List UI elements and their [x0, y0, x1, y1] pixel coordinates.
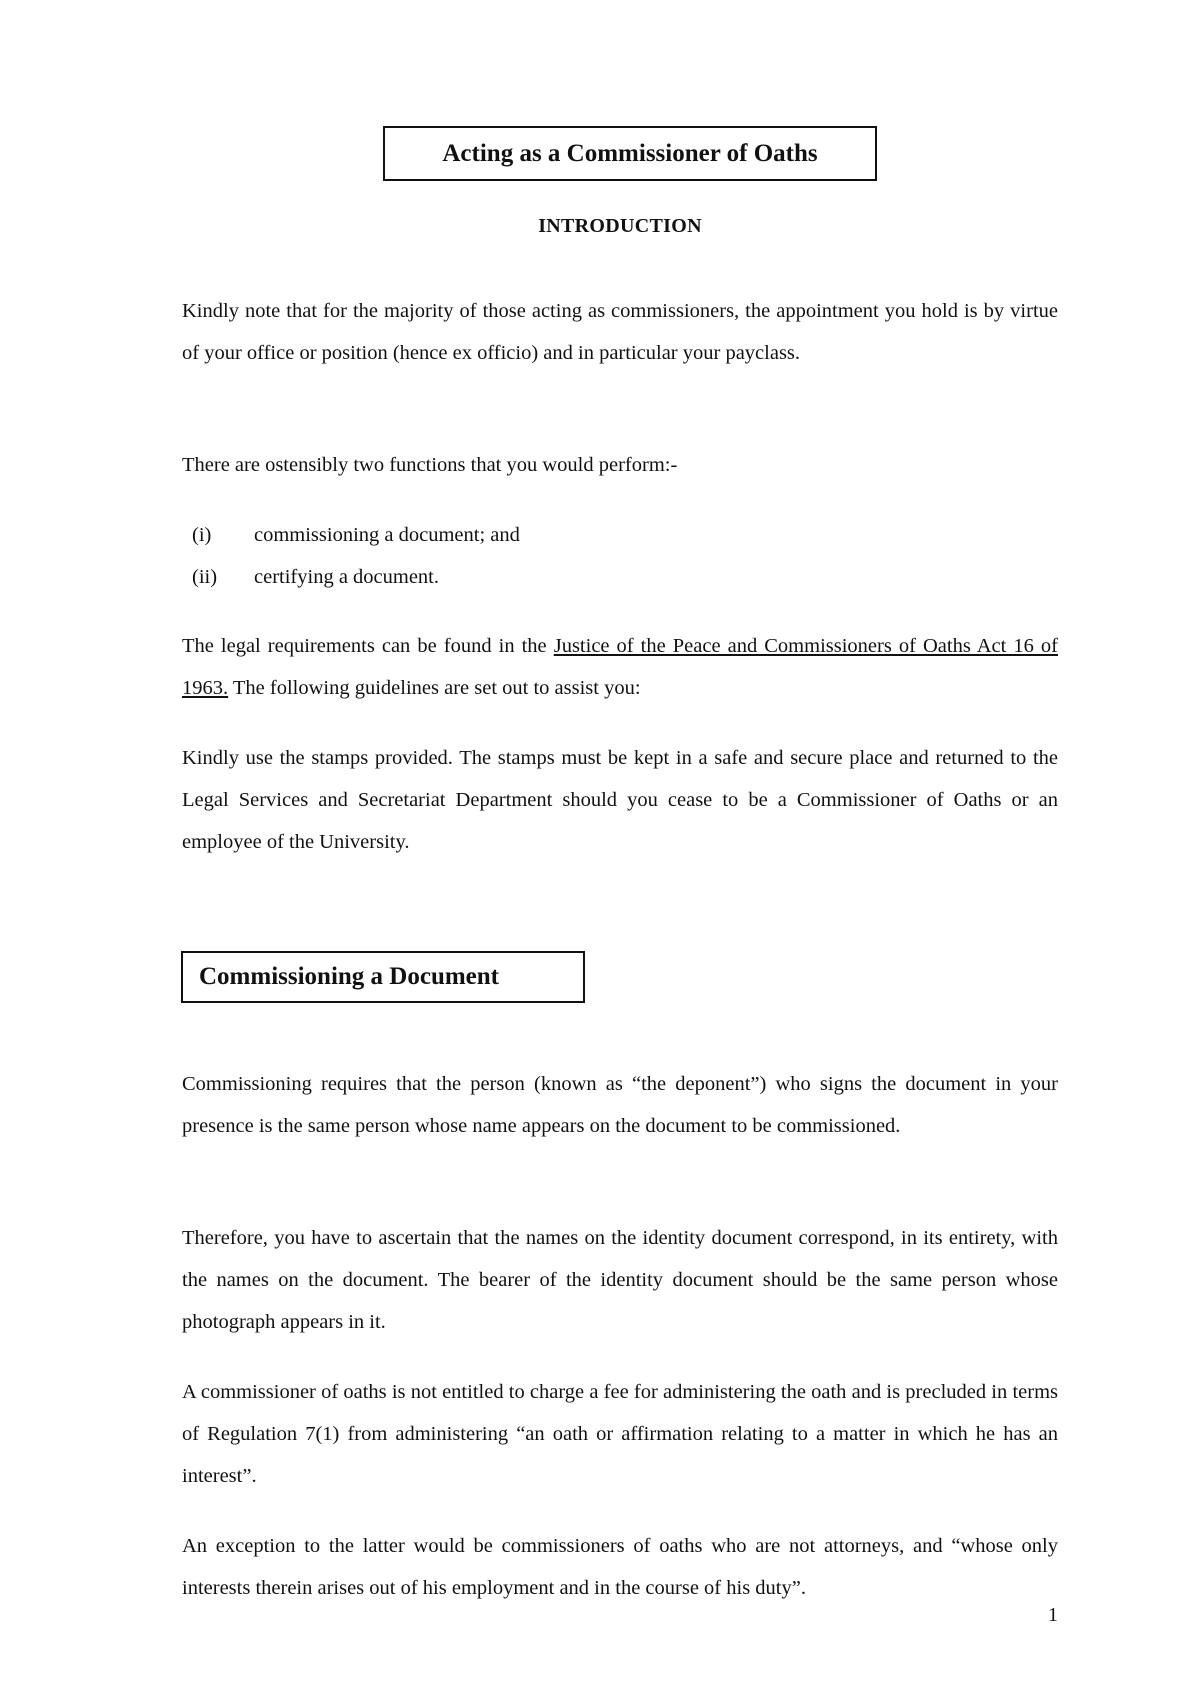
commissioning-paragraph-4: An exception to the latter would be commissioners of oaths who are not attorneys, and “whose only interests therein arises out of his employment and in the course of his duty”. — [182, 1535, 1058, 1599]
section-heading: Commissioning a Document — [181, 951, 585, 1003]
list-marker: (i) — [192, 524, 212, 546]
list-item-text: certifying a document. — [254, 566, 440, 588]
guidelines-text: The following guidelines are set out to assist you: — [228, 677, 641, 699]
introduction-heading: INTRODUCTION — [538, 215, 702, 237]
document-title: Acting as a Commissioner of Oaths — [383, 126, 877, 181]
intro-paragraph-2: There are ostensibly two functions that you would perform:- — [182, 454, 678, 476]
list-item-text: commissioning a document; and — [254, 524, 520, 546]
commissioning-paragraph-1: Commissioning requires that the person (known as “the deponent”) who signs the document in your presence is the same person whose name appears on the document to be commissioned. — [182, 1073, 1058, 1137]
act-reference: Justice of the Peace and Commissioners of Oaths Act 16 of 1963. — [182, 635, 1059, 699]
stamps-paragraph: Kindly use the stamps provided. The stamps must be kept in a safe and secure place and returned to the Legal Services and Secretariat Department should you cease to be a Commissioner of Oaths or an employee of the University. — [182, 747, 1058, 853]
page-number: 1 — [1048, 1604, 1058, 1626]
list-item — [182, 556, 439, 598]
intro-paragraph-1: Kindly note that for the majority of those acting as commissioners, the appointment you hold is by virtue of your office or position (hence ex officio) and in particular your payclass. — [182, 300, 1058, 364]
list-item — [182, 514, 520, 556]
legal-requirements-intro: The legal requirements can be found in the — [182, 635, 554, 657]
legal-requirements-paragraph — [182, 625, 1058, 709]
commissioning-paragraph-2: Therefore, you have to ascertain that the names on the identity document correspond, in its entirety, with the names on the document. The bearer of the identity document should be the same person whose photograph appears in it. — [182, 1227, 1058, 1333]
list-marker: (ii) — [192, 566, 218, 588]
commissioning-paragraph-3: A commissioner of oaths is not entitled to charge a fee for administering the oath and is precluded in terms of Regulation 7(1) from administering “an oath or affirmation relating to a matter in which he has an interest”. — [182, 1381, 1058, 1487]
